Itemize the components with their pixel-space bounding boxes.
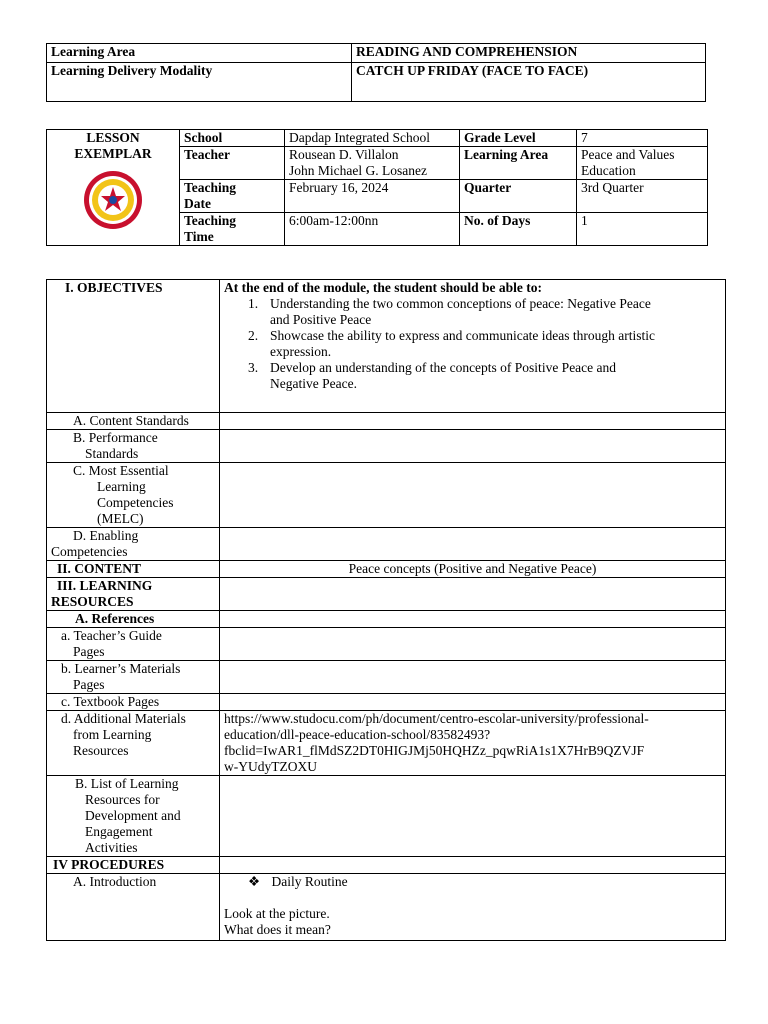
references-label: A. References (47, 611, 220, 628)
exemplar-line2: EXEMPLAR (74, 146, 152, 161)
quarter-value: 3rd Quarter (577, 180, 708, 213)
introduction-cell (220, 874, 726, 941)
melc-label: C. Most Essential Learning Competencies (MELC) (47, 463, 220, 528)
references-value (220, 611, 726, 628)
learners-materials-label: b. Learner’s Materials Pages (47, 661, 220, 694)
additional-materials-link[interactable]: https://www.studocu.com/ph/document/centro-escolar-university/professional- education/dll-peace-education-school/83582493? fbclid=IwAR1_flMdSZ2DT0HIGJMj50HQHZz_pqwRiA1s1X7HrB9QZVJF w-YUdyTZOXU (220, 711, 726, 776)
textbook-label: c. Textbook Pages (47, 694, 220, 711)
grade-label: Grade Level (460, 130, 577, 147)
daily-routine-text: Daily Routine (271, 874, 348, 889)
learners-materials-value (220, 661, 726, 694)
date-value: February 16, 2024 (285, 180, 460, 213)
performance-standards-label: B. Performance Standards (47, 430, 220, 463)
diamond-bullet-icon: ❖ (248, 874, 261, 889)
enabling-competencies-label: D. Enabling Competencies (47, 528, 220, 561)
content-standards-label: A. Content Standards (47, 413, 220, 430)
content-standards-value (220, 413, 726, 430)
objectives-label: I. OBJECTIVES (47, 280, 220, 413)
time-label: Teaching Time (180, 213, 285, 246)
learning-resources-label: III. LEARNING RESOURCES (47, 578, 220, 611)
lesson-exemplar-cell (47, 130, 180, 246)
exemplar-line1: LESSON (86, 130, 140, 145)
modality-label: Learning Delivery Modality (47, 63, 352, 102)
textbook-value (220, 694, 726, 711)
learning-resources-value (220, 578, 726, 611)
enabling-competencies-value (220, 528, 726, 561)
performance-standards-value (220, 430, 726, 463)
teacher-label: Teacher (180, 147, 285, 180)
school-label: School (180, 130, 285, 147)
days-label: No. of Days (460, 213, 577, 246)
grade-value: 7 (577, 130, 708, 147)
list-of-resources-label: B. List of Learning Resources for Development and Engagement Activities (47, 776, 220, 857)
teachers-guide-label: a. Teacher’s Guide Pages (47, 628, 220, 661)
procedures-label: IV PROCEDURES (47, 857, 220, 874)
objectives-intro: At the end of the module, the student should be able to: (224, 280, 543, 295)
learning-area-value: READING AND COMPREHENSION (352, 44, 706, 63)
school-value: Dapdap Integrated School (285, 130, 460, 147)
time-value: 6:00am-12:00nn (285, 213, 460, 246)
date-label: Teaching Date (180, 180, 285, 213)
procedures-value (220, 857, 726, 874)
teacher-value: Rousean D. Villalon John Michael G. Losanez (285, 147, 460, 180)
look-text: Look at the picture. (224, 906, 330, 921)
teachers-guide-value (220, 628, 726, 661)
modality-value: CATCH UP FRIDAY (FACE TO FACE) (352, 63, 706, 102)
header-table (46, 43, 706, 102)
objective-item: 1. Understanding the two common conceptions of peace: Negative Peace and Positive Peace (248, 296, 651, 327)
meaning-text: What does it mean? (224, 922, 331, 937)
learning-area-label: Learning Area (47, 44, 352, 63)
additional-materials-label: d. Additional Materials from Learning Resources (47, 711, 220, 776)
quarter-label: Quarter (460, 180, 577, 213)
lesson-info-table (46, 129, 708, 246)
content-label: II. CONTENT (47, 561, 220, 578)
introduction-label: A. Introduction (47, 874, 220, 941)
objective-item: 2. Showcase the ability to express and communicate ideas through artistic expression. (248, 328, 656, 359)
area-label: Learning Area (460, 147, 577, 180)
days-value: 1 (577, 213, 708, 246)
objectives-cell (220, 280, 726, 413)
melc-value (220, 463, 726, 528)
school-seal-icon (83, 170, 143, 230)
list-of-resources-value (220, 776, 726, 857)
content-value: Peace concepts (Positive and Negative Peace) (220, 561, 726, 578)
objective-item: 3. Develop an understanding of the concepts of Positive Peace and Negative Peace. (248, 360, 617, 391)
area-value: Peace and Values Education (577, 147, 708, 180)
lesson-plan-table (46, 279, 726, 941)
